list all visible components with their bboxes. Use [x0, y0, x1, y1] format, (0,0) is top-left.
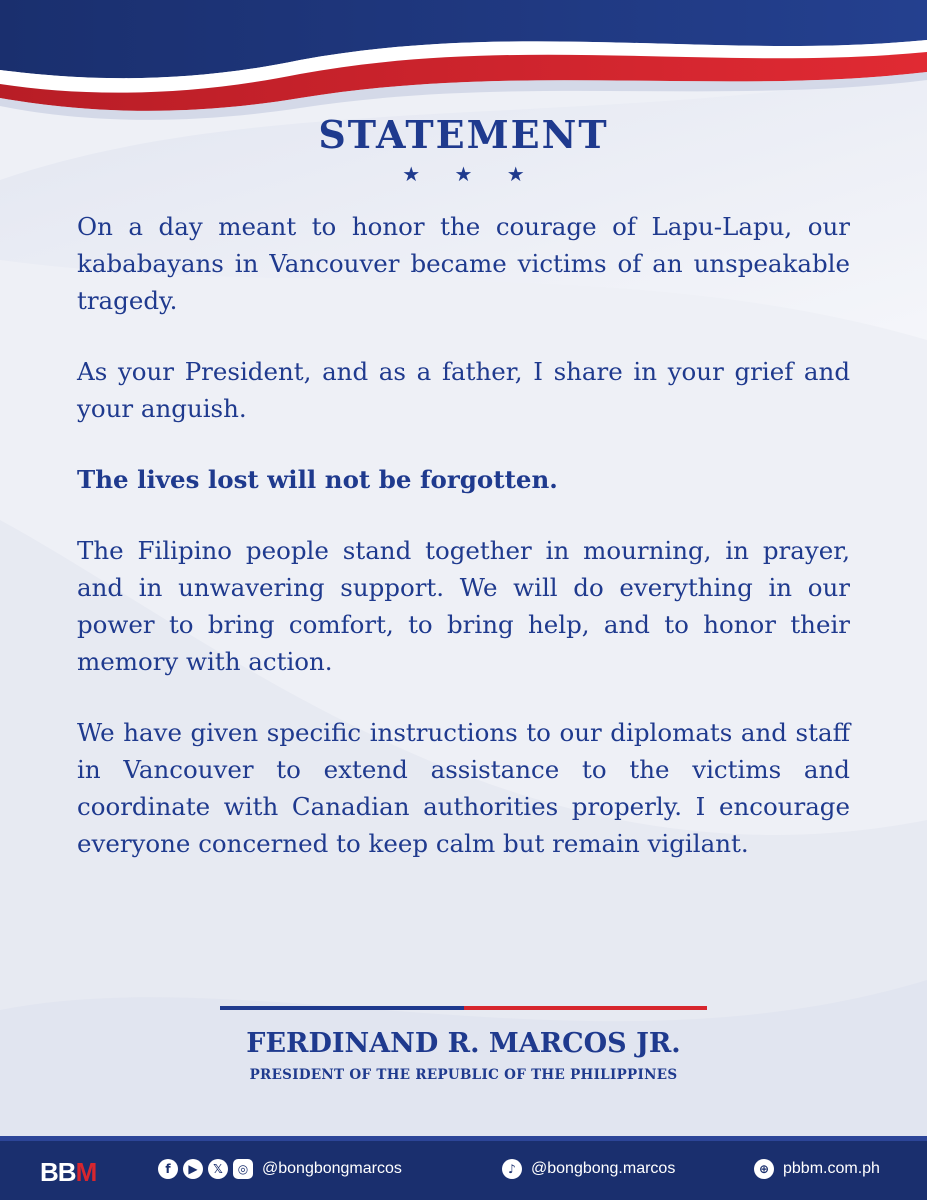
x-icon[interactable]: 𝕏 — [208, 1159, 228, 1179]
website-link-group — [754, 1159, 880, 1179]
instagram-icon[interactable]: ◎ — [233, 1159, 253, 1179]
signature-divider-red — [464, 1006, 708, 1010]
paragraph-5: We have given specific instructions to our diplomats and staff in Vancouver to extend assistance to the victims and coordinate with Canadian authorities properly. I encourage everyone concerned to keep calm but remain vigilant. — [77, 718, 850, 858]
signature-divider-blue — [220, 1006, 464, 1010]
logo-prefix: BB — [40, 1157, 76, 1187]
footer-bar — [0, 1141, 927, 1200]
bbm-logo — [40, 1157, 96, 1188]
tiktok-handle[interactable]: @bongbong.marcos — [531, 1160, 676, 1177]
website-link[interactable]: pbbm.com.ph — [783, 1160, 880, 1177]
statement-title: STATEMENT — [318, 112, 609, 157]
facebook-icon[interactable]: f — [158, 1159, 178, 1179]
logo-suffix: M — [75, 1157, 97, 1187]
social-links-group — [158, 1159, 402, 1179]
signature-divider — [220, 1006, 707, 1010]
social-handle[interactable]: @bongbongmarcos — [262, 1160, 402, 1177]
paragraph-1: On a day meant to honor the courage of Lapu-Lapu, our kababayans in Vancouver became victims of an unspeakable tragedy. — [77, 212, 850, 315]
paragraph-3-emphasis: The lives lost will not be forgotten. — [77, 465, 558, 494]
globe-icon[interactable]: ⊕ — [754, 1159, 774, 1179]
paragraph-4: The Filipino people stand together in mourning, in prayer, and in unwavering support. We will do everything in our power to bring comfort, to bring help, and to honor their memory with action. — [77, 536, 850, 676]
signatory-title: PRESIDENT OF THE REPUBLIC OF THE PHILIPPINES — [249, 1067, 678, 1083]
tiktok-link-group — [502, 1159, 675, 1179]
statement-body — [77, 208, 850, 896]
youtube-icon[interactable]: ▶ — [183, 1159, 203, 1179]
decorative-stars-icon: ★ ★ ★ — [402, 162, 539, 186]
signatory-name: FERDINAND R. MARCOS JR. — [246, 1028, 681, 1059]
tiktok-icon[interactable]: ♪ — [502, 1159, 522, 1179]
paragraph-2: As your President, and as a father, I share in your grief and your anguish. — [77, 357, 850, 423]
